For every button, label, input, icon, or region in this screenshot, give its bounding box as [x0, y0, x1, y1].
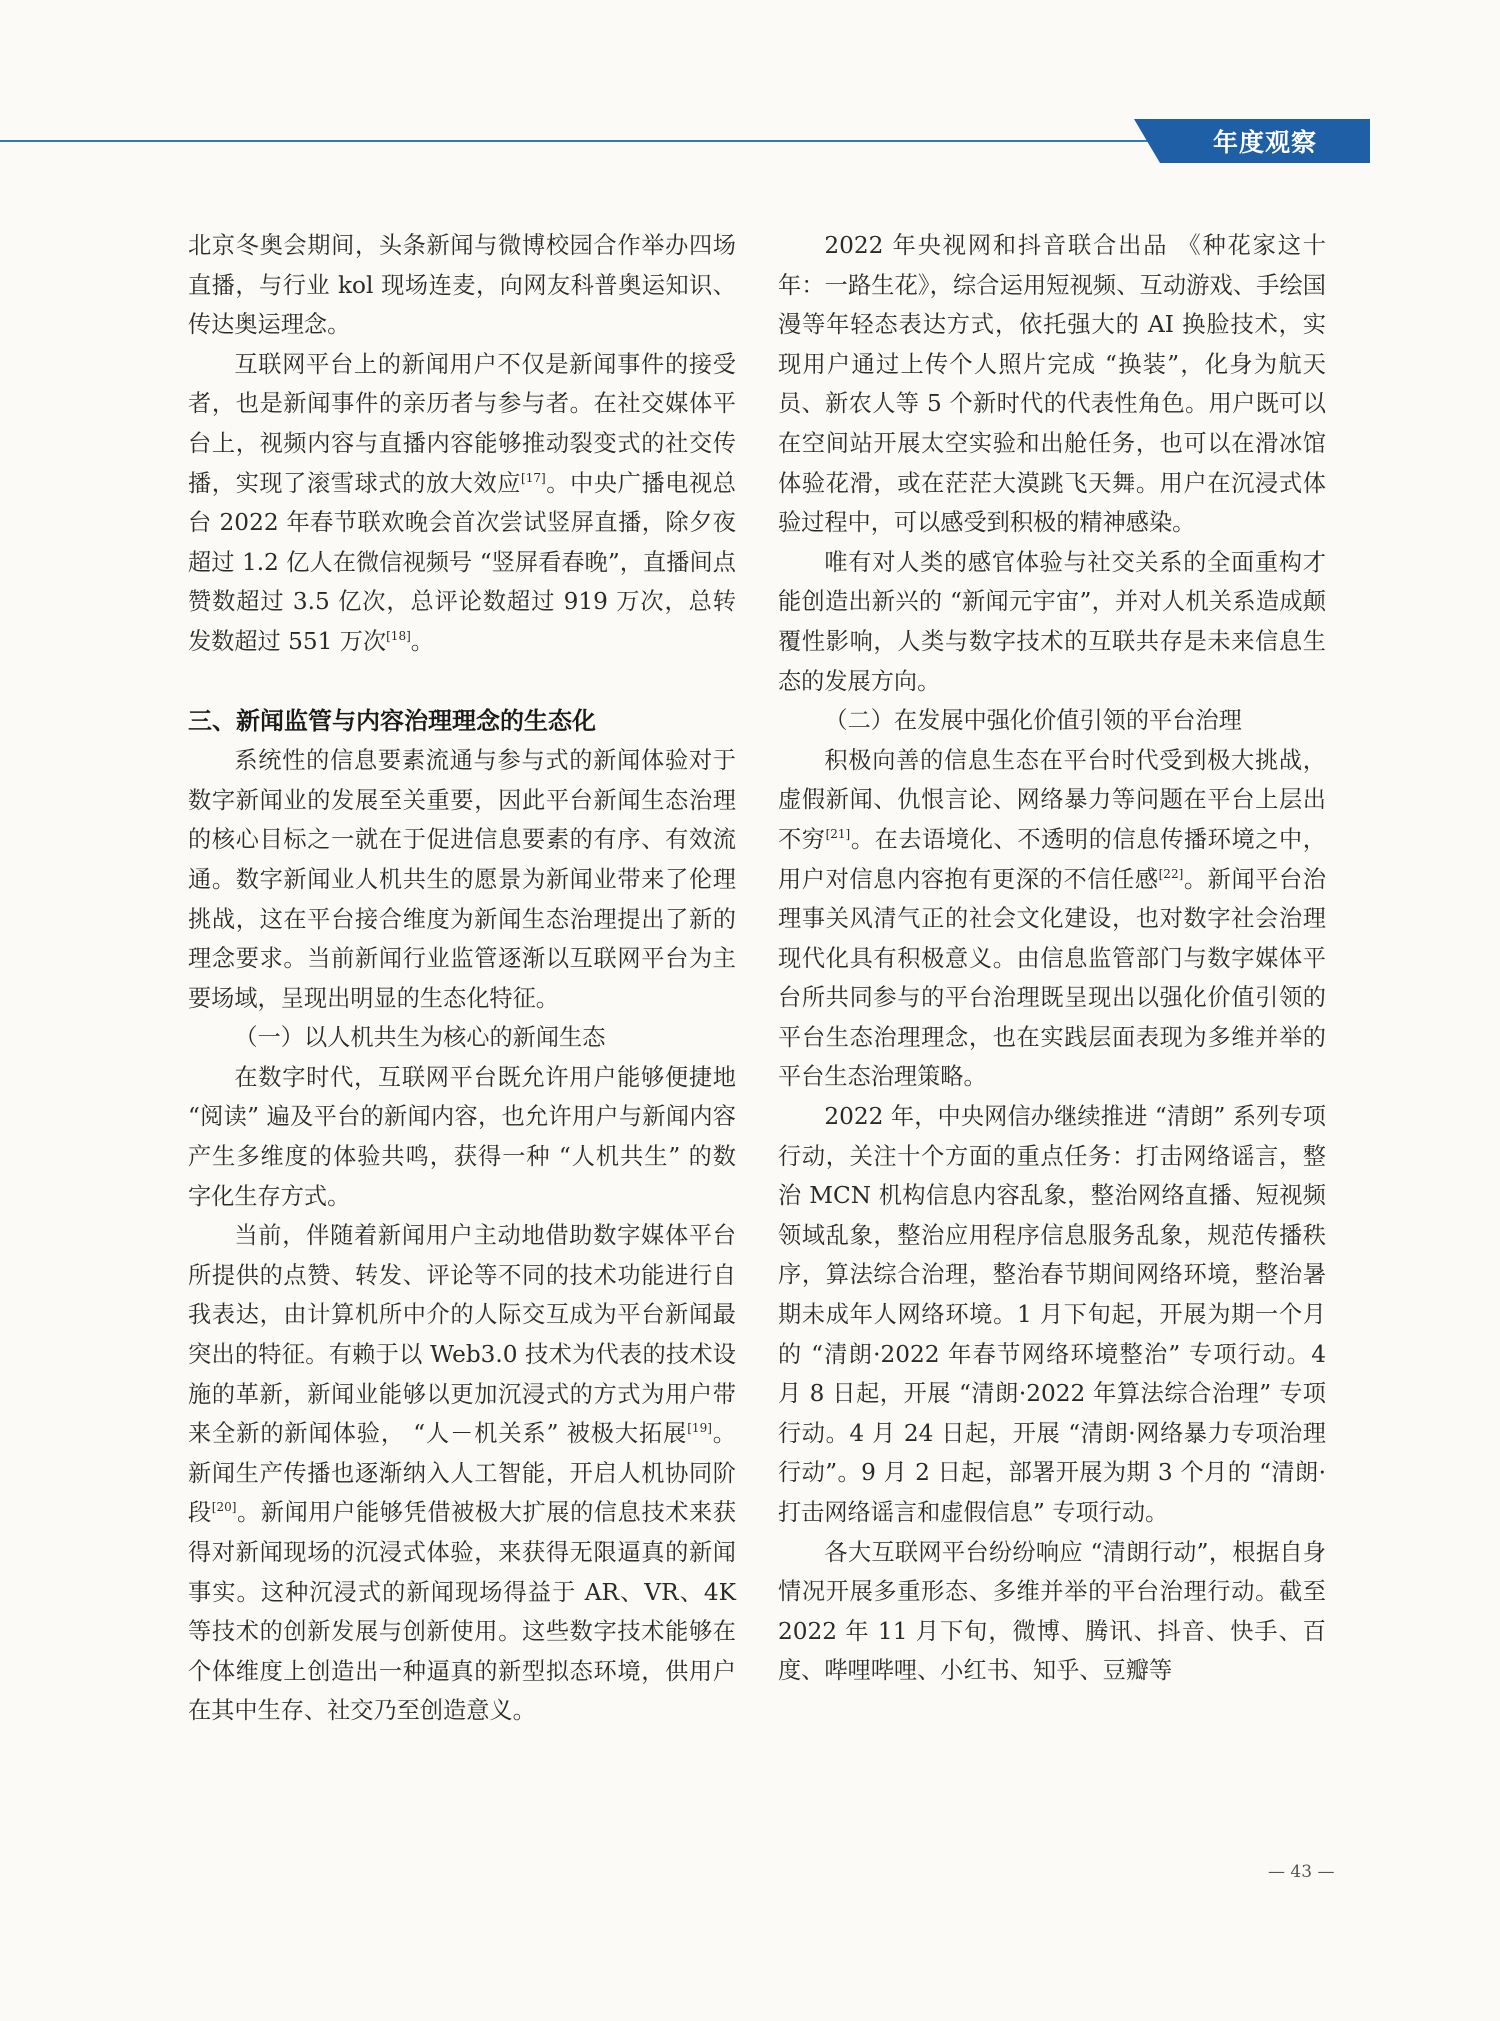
subsection-heading: （二）在发展中强化价值引领的平台治理 — [824, 707, 1242, 735]
paragraph: 2022 年，中央网信办继续推进 “清朗” 系列专项行动，关注十个方面的重点任务：打击网络谣言，整治 MCN 机构信息内容乱象，整治网络直播、短视频领域乱象，整治应用程序信息服务乱象，规范传播秩序，算法综合治理，整治春节期间网络环境，整治暑期未成年人网络环境。1 月下旬起，开展为期一个月的 “清朗·2022 年春节网络环境整治” 专项行动。4 月 8 日起，开展 “清朗·2022 年算法综合治理” 专项行动。4 月 24 日起，开展 “清朗·网络暴力专项治理行动”。9 月 2 日起，部署开展为期 3 个月的 “清朗·打击网络谣言和虚假信息” 专项行动。 — [778, 1103, 1326, 1526]
subsection-heading: （一）以人机共生为核心的新闻生态 — [234, 1024, 606, 1052]
paragraph: 在数字时代，互联网平台既允许用户能够便捷地 “阅读” 遍及平台的新闻内容，也允许用户与新闻内容产生多维度的体验共鸣，获得一种 “人机共生” 的数字化生存方式。 — [188, 1063, 736, 1210]
section-title: 年度观察 — [1212, 128, 1317, 157]
paragraph: 北京冬奥会期间，头条新闻与微博校园合作举办四场直播，与行业 kol 现场连麦，向网友科普奥运知识、传达奥运理念。 — [188, 232, 736, 339]
citation-ref: [20] — [211, 1500, 237, 1515]
paragraph: 系统性的信息要素流通与参与式的新闻体验对于数字新闻业的发展至关重要，因此平台新闻生态治理的核心目标之一就在于促进信息要素的有序、有效流通。数字新闻业人机共生的愿景为新闻业带来了伦理挑战，这在平台接合维度为新闻生态治理提出了新的理念要求。当前新闻行业监管逐渐以互联网平台为主要场域，呈现出明显的生态化特征。 — [188, 747, 736, 1012]
citation-ref: [18] — [386, 628, 411, 643]
page-number: — 43 — — [1268, 1862, 1335, 1882]
paragraph: 各大互联网平台纷纷响应 “清朗行动”，根据自身情况开展多重形态、多维并举的平台治理行动。截至 2022 年 11 月下旬，微博、腾讯、抖音、快手、百度、哔哩哔哩、小红书、知乎、豆瓣等 — [778, 1538, 1326, 1685]
header-rule — [0, 140, 1240, 142]
citation-ref: [19] — [687, 1421, 712, 1436]
citation-ref: [22] — [1158, 866, 1184, 881]
paragraph: 2022 年央视网和抖音联合出品 《种花家这十年：一路生花》，综合运用短视频、互动游戏、手绘国漫等年轻态表达方式，依托强大的 AI 换脸技术，实现用户通过上传个人照片完成 “换装”，化身为航天员、新农人等 5 个新时代的代表性角色。用户既可以在空间站开展太空实验和出舱任务，也可以在滑冰馆体验花滑，或在茫茫大漠跳飞天舞。用户在沉浸式体验过程中，可以感受到积极的精神感染。 — [778, 232, 1326, 537]
paragraph: 互联网平台上的新闻用户不仅是新闻事件的接受者，也是新闻事件的亲历者与参与者。在社交媒体平台上，视频内容与直播内容能够推动裂变式的社交传播，实现了滚雪球式的放大效应[17]。中央广播电视总台 2022 年春节联欢晚会首次尝试竖屏直播，除夕夜超过 1.2 亿人在微信视频号 “竖屏看春晚”，直播间点赞数超过 3.5 亿次，总评论数超过 919 万次，总转发数超过 551 万次[18]。 — [188, 350, 736, 655]
right-column — [778, 226, 1326, 1691]
citation-ref: [17] — [521, 470, 546, 485]
citation-ref: [21] — [825, 826, 851, 841]
paragraph: 积极向善的信息生态在平台时代受到极大挑战，虚假新闻、仇恨言论、网络暴力等问题在平台上层出不穷[21]。在去语境化、不透明的信息传播环境之中，用户对信息内容抱有更深的不信任感[22]。新闻平台治理事关风清气正的社会文化建设，也对数字社会治理现代化具有积极意义。由信息监管部门与数字媒体平台所共同参与的平台治理既呈现出以强化价值引领的平台生态治理理念，也在实践层面表现为多维并举的平台生态治理策略。 — [778, 746, 1326, 1091]
section-title-tab — [1160, 119, 1370, 163]
left-column — [188, 226, 736, 1731]
section-heading: 三、新闻监管与内容治理理念的生态化 — [188, 706, 596, 735]
paragraph: 唯有对人类的感官体验与社交关系的全面重构才能创造出新兴的 “新闻元宇宙”，并对人机关系造成颠覆性影响，人类与数字技术的互联共存是未来信息生态的发展方向。 — [778, 548, 1326, 695]
paragraph: 当前，伴随着新闻用户主动地借助数字媒体平台所提供的点赞、转发、评论等不同的技术功能进行自我表达，由计算机所中介的人际交互成为平台新闻最突出的特征。有赖于以 Web3.0 技术为代表的技术设施的革新，新闻业能够以更加沉浸式的方式为用户带来全新的新闻体验， “人－机关系” 被极大拓展[19]。新闻生产传播也逐渐纳入人工智能，开启人机协同阶段[20]。新闻用户能够凭借被极大扩展的信息技术来获得对新闻现场的沉浸式体验，来获得无限逼真的新闻事实。这种沉浸式的新闻现场得益于 AR、VR、4K 等技术的创新发展与创新使用。这些数字技术能够在个体维度上创造出一种逼真的新型拟态环境，供用户在其中生存、社交乃至创造意义。 — [188, 1222, 737, 1725]
